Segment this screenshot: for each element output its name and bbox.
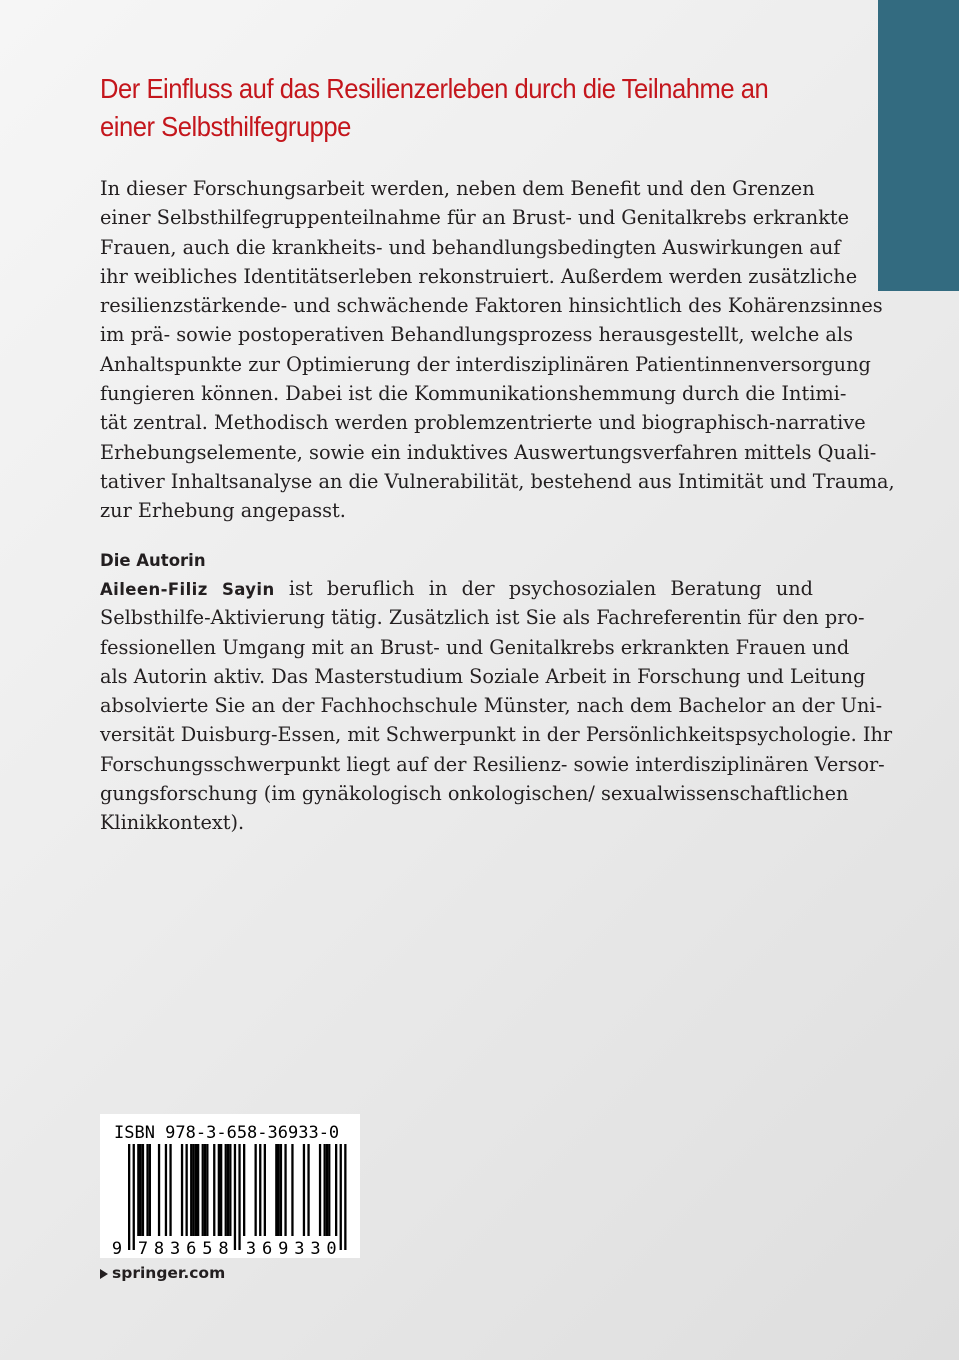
author-name: Aileen-Filiz Sayin <box>100 580 275 599</box>
barcode-digit: 9 <box>278 1239 289 1256</box>
barcode-digit: 8 <box>218 1239 229 1256</box>
isbn-label: ISBN 978-3-658-36933-0 <box>114 1123 340 1143</box>
bio-line: als Autorin aktiv. Das Masterstudium Soziale Arbeit in Forschung und Leitung <box>100 664 866 688</box>
ean13-barcode <box>110 1144 352 1256</box>
barcode-guard-bar <box>340 1144 342 1250</box>
barcode-digit: 8 <box>153 1239 165 1256</box>
barcode-bar <box>255 1144 257 1236</box>
abstract-line: tativer Inhaltsanalyse an die Vulnerabilität, bestehend aus Intimität und Trauma, <box>100 469 895 493</box>
springer-link-text: springer.com <box>112 1264 226 1282</box>
barcode-bar <box>264 1144 266 1236</box>
barcode-bar <box>204 1144 206 1236</box>
barcode-bar <box>186 1144 188 1236</box>
abstract-line: einer Selbsthilfegruppenteilnahme für an Brust- und Genitalkrebs erkrankte <box>100 206 850 230</box>
barcode-bar <box>259 1144 261 1236</box>
barcode-digit: 6 <box>262 1239 273 1256</box>
abstract-line: im prä- sowie postoperativen Behandlungsprozess herausgestellt, welche als <box>100 323 853 347</box>
barcode-bar <box>291 1144 293 1236</box>
barcode-bar <box>169 1144 171 1236</box>
abstract-line: zur Erhebung angepasst. <box>100 499 346 523</box>
bio-line: fessionellen Umgang mit an Brust- und Genitalkrebs erkrankten Frauen und <box>100 635 850 659</box>
author-heading: Die Autorin <box>100 551 206 570</box>
abstract-line: Erhebungselemente, sowie ein induktives Auswertungsverfahren mittels Quali- <box>100 440 877 464</box>
barcode-bar <box>275 1144 277 1236</box>
barcode-guard-bar <box>133 1144 135 1250</box>
barcode-bar <box>195 1144 197 1236</box>
title-line: einer Selbsthilfegruppe <box>100 111 351 142</box>
abstract-line: ihr weibliches Identitätserleben rekonstruiert. Außerdem werden zusätzliche <box>100 264 858 288</box>
arrow-right-icon <box>100 1269 108 1279</box>
accent-tab <box>878 0 959 291</box>
barcode-bar <box>284 1144 286 1236</box>
barcode-bar <box>225 1144 227 1236</box>
barcode-bar <box>158 1144 160 1236</box>
barcode-bar <box>278 1144 280 1236</box>
barcode-digit: 3 <box>245 1239 257 1256</box>
barcode-bar <box>324 1144 326 1236</box>
barcode-bar <box>192 1144 194 1236</box>
barcode-digit: 5 <box>202 1239 213 1256</box>
bio-line: gungsforschung (im gynäkologisch onkologischen/ sexualwissenschaftlichen <box>100 782 849 806</box>
barcode-digit: 6 <box>186 1239 197 1256</box>
abstract <box>100 174 895 526</box>
barcode-bar <box>181 1144 183 1236</box>
abstract-line: resilienzstärkende- und schwächende Faktoren hinsichtlich des Kohärenzsinnes <box>100 294 883 318</box>
abstract-line: Frauen, auch die krankheits- und behandlungsbedingten Auswirkungen auf <box>100 235 841 259</box>
book-title <box>100 70 770 146</box>
barcode-digit: 3 <box>294 1239 305 1256</box>
bio-line: Forschungsschwerpunkt liegt auf der Resilienz- sowie interdisziplinären Versor- <box>100 752 885 776</box>
barcode-guard-bar <box>344 1144 346 1250</box>
abstract-line: tät zentral. Methodisch werden problemzentrierte und biographisch-narrative <box>100 411 866 435</box>
barcode-bar <box>202 1144 204 1236</box>
barcode-guard-bar <box>128 1144 130 1250</box>
barcode-digit: 3 <box>310 1239 321 1256</box>
barcode-digit: 7 <box>137 1239 149 1256</box>
barcode-bar <box>229 1144 231 1236</box>
barcode-bar <box>213 1144 215 1236</box>
bio-first-line <box>100 574 813 603</box>
barcode-digit: 9 <box>111 1239 123 1256</box>
barcode-bar <box>220 1144 222 1236</box>
bio-line: Selbsthilfe-Aktivierung tätig. Zusätzlich ist Sie als Fachreferentin für den pro- <box>100 606 865 630</box>
barcode-bar <box>149 1144 151 1236</box>
barcode-bar <box>197 1144 199 1236</box>
barcode-bar <box>218 1144 220 1236</box>
bio-line: versität Duisburg-Essen, mit Schwerpunkt in der Persönlichkeitspsychologie. Ihr <box>100 723 893 747</box>
barcode-digit: 0 <box>326 1239 337 1256</box>
abstract-line: In dieser Forschungsarbeit werden, neben dem Benefit und den Grenzen <box>100 177 815 200</box>
barcode-guard-bar <box>234 1144 236 1250</box>
barcode-digit: 3 <box>170 1239 181 1256</box>
barcode-bar <box>140 1144 142 1236</box>
barcode-bar <box>326 1144 328 1236</box>
isbn-barcode-box <box>100 1114 360 1258</box>
barcode-bar <box>243 1144 245 1236</box>
bio-line: absolvierte Sie an der Fachhochschule Münster, nach dem Bachelor an der Uni- <box>100 694 883 718</box>
bio-line: Klinikkontext). <box>100 811 245 835</box>
barcode-bar <box>303 1144 305 1236</box>
barcode-bar <box>206 1144 208 1236</box>
barcode-bar <box>280 1144 282 1236</box>
barcode-bar <box>328 1144 330 1236</box>
barcode-bar <box>146 1144 148 1236</box>
bio-first-line-text: ist beruflich in der psychosozialen Beratung und <box>274 577 814 600</box>
abstract-line: fungieren können. Dabei ist die Kommunikationshemmung durch die Intimi- <box>100 382 847 406</box>
barcode-bar <box>319 1144 321 1236</box>
barcode-bar <box>137 1144 139 1236</box>
abstract-line: Anhaltspunkte zur Optimierung der interdisziplinären Patientinnenversorgung <box>100 352 871 376</box>
author-bio <box>100 574 893 838</box>
barcode-bar <box>190 1144 192 1236</box>
barcode-bar <box>165 1144 167 1236</box>
barcode-guard-bar <box>238 1144 240 1250</box>
title-line: Der Einfluss auf das Resilienzerleben durch die Teilnahme an <box>100 73 769 104</box>
barcode-bar <box>307 1144 309 1236</box>
springer-link[interactable] <box>100 1262 225 1284</box>
barcode-bar <box>335 1144 337 1236</box>
barcode-bar <box>142 1144 144 1236</box>
barcode-bar <box>227 1144 229 1236</box>
